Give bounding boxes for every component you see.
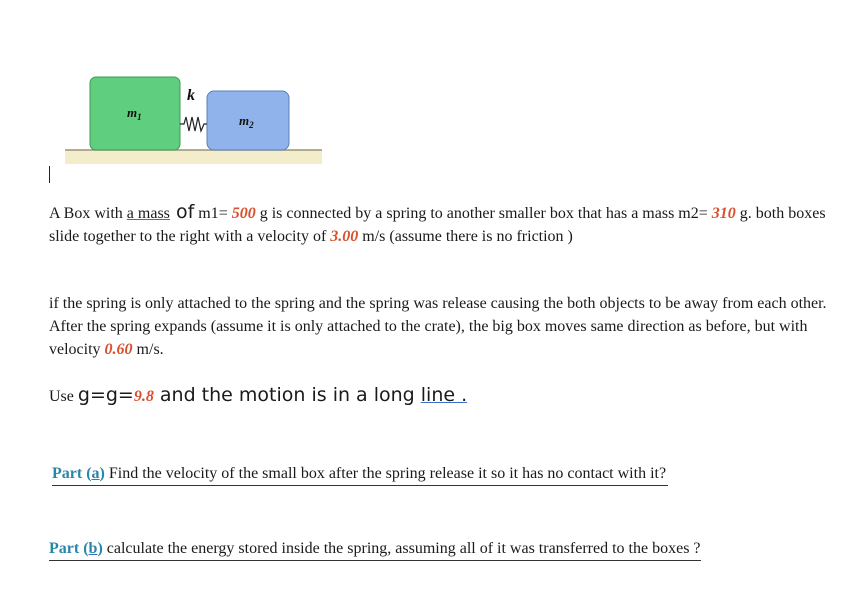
spring-mass-figure bbox=[60, 70, 330, 170]
part-b-question bbox=[49, 538, 701, 561]
question-text: calculate the energy stored inside the spring, assuming all of it was transferred to the boxes ? bbox=[102, 540, 701, 557]
mass2-label: $m_2$ bbox=[239, 113, 254, 130]
text: m/s. bbox=[132, 341, 164, 358]
mass2-value: 310 bbox=[711, 205, 736, 222]
final-velocity-value: 0.60 bbox=[104, 341, 133, 358]
text-cursor bbox=[49, 166, 50, 183]
part-letter: a bbox=[91, 465, 100, 482]
part-label-close: ) bbox=[97, 540, 103, 557]
floor bbox=[65, 150, 322, 164]
text: g is connected by a spring to another smaller box that has a mass m2= bbox=[255, 205, 712, 222]
text: A Box with bbox=[49, 205, 127, 222]
mass1-value: 500 bbox=[231, 205, 256, 222]
text: g=g= bbox=[77, 384, 134, 406]
question-text: Find the velocity of the small box after the spring release it so it has no contact with it? bbox=[104, 465, 667, 482]
text: m/s (assume there is no friction ) bbox=[358, 228, 573, 245]
spring-label: k bbox=[187, 87, 195, 104]
text: and the motion is in a long bbox=[153, 384, 421, 406]
part-label: Part ( bbox=[52, 465, 92, 482]
part-letter: b bbox=[88, 540, 98, 557]
initial-velocity-value: 3.00 bbox=[330, 228, 359, 245]
spring-icon bbox=[180, 117, 207, 131]
text: if the spring is only attached to the spring and the spring was release causing the both objects to be away from each other. After the spring expands (assume it is only attached to the crate), the big box moves same direction as before, but with velocity bbox=[49, 295, 827, 358]
text: of bbox=[169, 201, 195, 223]
part-label-close: ) bbox=[99, 465, 105, 482]
text: Use bbox=[49, 388, 78, 405]
problem-paragraph-1 bbox=[49, 201, 829, 248]
text: m1= bbox=[194, 205, 232, 222]
problem-paragraph-2 bbox=[49, 292, 829, 361]
problem-paragraph-3 bbox=[49, 384, 829, 408]
gravity-value: 9.8 bbox=[133, 388, 154, 405]
part-a-question bbox=[52, 463, 668, 486]
text: g. both boxes slide together to the right with a velocity of bbox=[49, 205, 826, 245]
mass1-label: $m_1$ bbox=[127, 105, 142, 122]
text: line . bbox=[420, 384, 468, 406]
text: a mass bbox=[126, 205, 170, 222]
part-label: Part ( bbox=[49, 540, 89, 557]
